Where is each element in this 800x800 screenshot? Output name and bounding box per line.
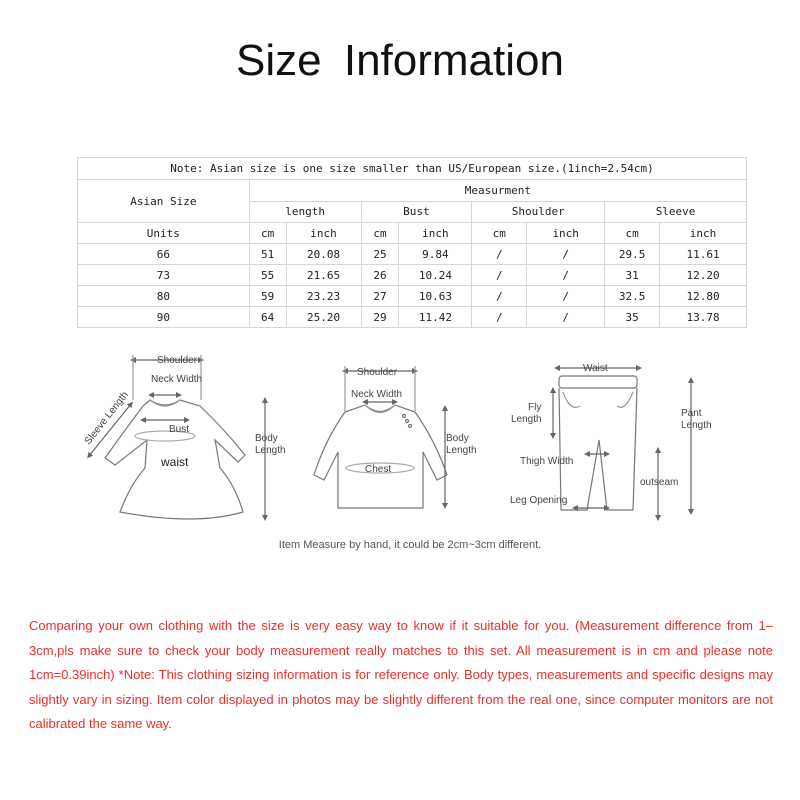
page-title: Size Information xyxy=(236,36,564,85)
shirt-shoulder-label: Shoulder xyxy=(357,367,398,378)
table-cell: 29 xyxy=(361,307,399,328)
length-header: length xyxy=(249,201,361,223)
table-cell: / xyxy=(527,286,605,307)
bust-header: Bust xyxy=(361,201,472,223)
dress-length-label: Length xyxy=(255,445,286,456)
shirt-outline xyxy=(314,405,447,508)
table-cell: / xyxy=(527,265,605,286)
measurement-diagrams xyxy=(75,340,735,530)
shoulder-header: Shoulder xyxy=(472,201,605,223)
shirt-neck-width-label: Neck Width xyxy=(351,389,403,400)
sizing-notice: Comparing your own clothing with the size is very easy way to know if it suitable for you. (Measurement difference from 1– 3cm,pls make sure to check your body measurement really matches to this set. All measurement is in cm and please note 1cm=0.39inch) *Note: This clothing sizing information is for reference only. Body types, measurements and specific designs may slightly vary in sizing. Item color displayed in photos may be slightly different from the real one, since computer monitors are not calibrated the same way. xyxy=(29,618,773,731)
unit-cell: cm xyxy=(361,223,399,244)
size-cell: 80 xyxy=(78,286,250,307)
table-note: Note: Asian size is one size smaller than US/European size.(1inch=2.54cm) xyxy=(78,158,747,180)
table-cell: 25 xyxy=(361,244,399,265)
pants-thigh-width-label: Thigh Width xyxy=(520,456,574,467)
measurement-header: Measurment xyxy=(249,180,746,202)
dress-waist-label: waist xyxy=(161,455,189,469)
shirt-body-label: Body xyxy=(446,433,469,444)
table-cell: 64 xyxy=(249,307,286,328)
table-cell: 12.80 xyxy=(660,286,747,307)
table-cell: 23.23 xyxy=(286,286,361,307)
table-cell: 32.5 xyxy=(605,286,660,307)
unit-cell: cm xyxy=(472,223,527,244)
table-row xyxy=(78,307,747,328)
size-cell: 90 xyxy=(78,307,250,328)
table-row xyxy=(78,286,747,307)
units-label: Units xyxy=(78,223,250,244)
table-cell: / xyxy=(472,265,527,286)
pants-pant-label: Pant xyxy=(681,408,702,419)
table-cell: / xyxy=(472,286,527,307)
table-cell: / xyxy=(472,307,527,328)
dress-body-label: Body xyxy=(255,433,278,444)
unit-cell: inch xyxy=(399,223,472,244)
table-cell: 20.08 xyxy=(286,244,361,265)
table-cell: 55 xyxy=(249,265,286,286)
pants-fly-length-label: Length xyxy=(511,414,542,425)
sleeve-header: Sleeve xyxy=(605,201,747,223)
pants-waistband xyxy=(559,376,637,388)
table-row xyxy=(78,265,747,286)
table-cell: 12.20 xyxy=(660,265,747,286)
diagram-svg xyxy=(75,340,735,530)
shirt-length-label: Length xyxy=(446,445,477,456)
dress-bust-label: Bust xyxy=(169,424,190,435)
table-cell: 10.63 xyxy=(399,286,472,307)
measure-caption: Item Measure by hand, it could be 2cm~3cm different. xyxy=(278,539,542,551)
table-cell: 11.42 xyxy=(399,307,472,328)
pants-waist-label: Waist xyxy=(583,363,608,374)
table-cell: 13.78 xyxy=(660,307,747,328)
pants-diagram xyxy=(553,368,691,518)
table-row xyxy=(78,244,747,265)
table-cell: / xyxy=(472,244,527,265)
table-cell: 9.84 xyxy=(399,244,472,265)
asian-size-header: Asian Size xyxy=(78,180,250,223)
unit-cell: inch xyxy=(660,223,747,244)
unit-cell: inch xyxy=(527,223,605,244)
table-cell: / xyxy=(527,244,605,265)
table-cell: 11.61 xyxy=(660,244,747,265)
pants-outseam-label: outseam xyxy=(640,477,679,488)
unit-cell: cm xyxy=(249,223,286,244)
units-row xyxy=(78,223,747,244)
unit-cell: inch xyxy=(286,223,361,244)
dress-shoulder-label: Shoulder xyxy=(157,355,198,366)
table-cell: 26 xyxy=(361,265,399,286)
pants-leg-opening-label: Leg Opening xyxy=(510,495,568,506)
shirt-diagram xyxy=(314,366,447,508)
table-cell: 51 xyxy=(249,244,286,265)
pants-pant-length-label: Length xyxy=(681,420,712,431)
shirt-chest-label: Chest xyxy=(365,464,392,475)
size-cell: 66 xyxy=(78,244,250,265)
table-cell: / xyxy=(527,307,605,328)
dress-neck-width-label: Neck Width xyxy=(151,374,203,385)
pants-outline xyxy=(559,388,637,510)
unit-cell: cm xyxy=(605,223,660,244)
size-table xyxy=(77,157,747,328)
pants-fly-label: Fly xyxy=(528,402,542,413)
table-cell: 27 xyxy=(361,286,399,307)
dress-sleeve-length-label: Sleeve Length xyxy=(82,389,131,447)
table-cell: 10.24 xyxy=(399,265,472,286)
size-cell: 73 xyxy=(78,265,250,286)
table-cell: 59 xyxy=(249,286,286,307)
table-cell: 25.20 xyxy=(286,307,361,328)
table-cell: 29.5 xyxy=(605,244,660,265)
table-cell: 21.65 xyxy=(286,265,361,286)
table-cell: 31 xyxy=(605,265,660,286)
table-cell: 35 xyxy=(605,307,660,328)
